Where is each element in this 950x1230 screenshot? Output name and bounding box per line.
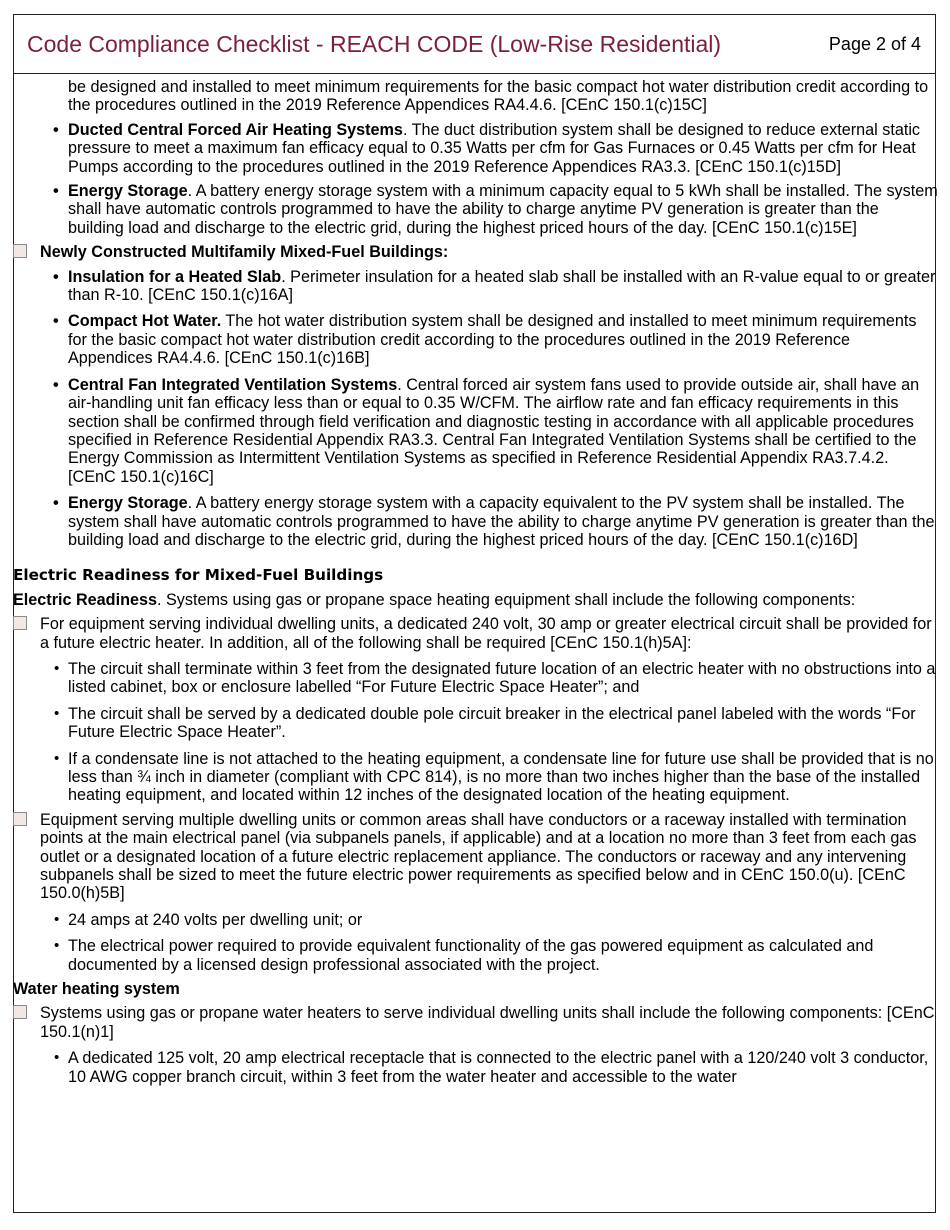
sub-bullet xyxy=(13,1049,938,1086)
checkbox-label: For equipment serving individual dwelling units, a dedicated 240 volt, 30 amp or greater electrical circuit shall be provided for a future electric heater. In addition, all of the following shall be required [CEnC 150.1(h)5A]: xyxy=(40,615,932,652)
checkbox[interactable] xyxy=(13,812,27,826)
bullet-dot: • xyxy=(53,494,59,513)
sub-bullet-text: A dedicated 125 volt, 20 amp electrical receptacle that is connected to the electric panel with a 120/240 volt 3 conductor, 10 AWG copper branch circuit, within 3 feet from the water heater and accessible to the water xyxy=(68,1049,929,1086)
checkbox-label: Equipment serving multiple dwelling units or common areas shall have conductors or a raceway installed with termination points at the main electrical panel (via subpanels panels, if applicable) and at a location no more than 3 feet from each gas outlet or a designated location of a future electric replacement appliance. The conductors or raceway and any intervening subpanels shall be sized to meet the future electric power requirements as specified below and in CEnC 150.0(u). [CEnC 150.0(h)5B] xyxy=(40,810,917,903)
bullet-dot: • xyxy=(54,1049,60,1067)
checkbox[interactable] xyxy=(13,244,27,258)
bullet-dot: • xyxy=(54,910,60,928)
intro-bold: Electric Readiness xyxy=(13,590,157,609)
page-number: Page 2 of 4 xyxy=(828,34,921,54)
checkbox[interactable] xyxy=(13,1005,27,1019)
checkbox-item-individual-units[interactable] xyxy=(13,615,938,652)
sub-bullet xyxy=(13,911,938,929)
checkbox-item-multiple-units[interactable] xyxy=(13,811,938,903)
sub-bullet xyxy=(13,660,938,697)
sub-bullet xyxy=(13,937,938,974)
section-heading-water-heating: Water heating system xyxy=(13,980,180,999)
checkbox-label: Systems using gas or propane water heaters to serve individual dwelling units shall include the following components: [CEnC 150.1(n)1] xyxy=(40,1004,935,1041)
continued-paragraph: be designed and installed to meet minimum requirements for the basic compact hot water distribution credit according to the procedures outlined in the 2019 Reference Appendices RA4.4.6. [CEnC 150.1(c)15C] xyxy=(68,78,929,115)
bullet-text: . Central forced air system fans used to provide outside air, shall have an air-handling unit fan efficacy less than or equal to 0.35 W/CFM. The airflow rate and fan efficacy requirements in this section shall be confirmed through field verification and diagnostic testing in accordance with all applicable procedures specified in Reference Residential Appendix RA3.3. Central Fan Integrated Ventilation Systems shall be certified to the Energy Commission as Intermittent Ventilation Systems as specified in Reference Residential Appendix RA3.7.4.2. [CEnC 150.1(c)16C] xyxy=(68,375,920,486)
sub-bullet-text: The circuit shall terminate within 3 feet from the designated future location of an electric heater with no obstructions into a listed cabinet, box or enclosure labelled “For Future Electric Space Heater”; and xyxy=(68,659,936,697)
sub-bullet-text: If a condensate line is not attached to the heating equipment, a condensate line for future use shall be provided that is no less than ¾ inch in diameter (compliant with CPC 814), is no more than two inches higher than the base of the installed heating equipment, and located within 12 inches of the designated location of the heating equipment. xyxy=(68,749,934,805)
bullet-title: Compact Hot Water. xyxy=(68,312,222,331)
bullet-energy-storage xyxy=(13,182,938,237)
bullet-title: Central Fan Integrated Ventilation Systems xyxy=(68,375,398,394)
bullet-dot: • xyxy=(53,312,59,331)
bullet-text: The hot water distribution system shall be designed and installed to meet minimum requirements for the basic compact hot water distribution credit according to the procedures outlined in the 2019 Reference Appendices RA4.4.6. [CEnC 150.1(c)16B] xyxy=(68,312,917,368)
bullet-title: Energy Storage xyxy=(68,494,188,513)
sub-bullet xyxy=(13,750,938,805)
bullet-compact-hot-water xyxy=(13,312,938,367)
bullet-title: Energy Storage xyxy=(68,182,188,201)
bullet-text: . Perimeter insulation for a heated slab shall be installed with an R-value equal to or greater than R-10. [CEnC 150.1(c)16A] xyxy=(68,267,936,305)
bullet-text: . The duct distribution system shall be designed to reduce external static pressure to meet a maximum fan efficacy equal to 0.35 Watts per cfm for Gas Furnaces or 0.45 Watts per cfm for Heat Pumps according to the procedures outlined in the 2019 Reference Appendices RA3.3. [CEnC 150.1(c)15D] xyxy=(68,120,921,176)
bullet-heated-slab xyxy=(13,268,938,305)
bullet-dot: • xyxy=(53,375,59,394)
section-heading-electric-readiness: Electric Readiness for Mixed-Fuel Buildings xyxy=(13,566,384,585)
document-title: Code Compliance Checklist - REACH CODE (Low-Rise Residential) xyxy=(27,31,722,57)
bullet-text: . A battery energy storage system with a capacity equivalent to the PV system shall be installed. The system shall have automatic controls programmed to have the ability to charge anytime PV generation is greater than the building load and discharge to the electric grid, during the highest priced hours of the day. [CEnC 150.1(c)16D] xyxy=(68,494,935,549)
bullet-dot: • xyxy=(53,120,59,139)
checkbox-item-water-heaters[interactable] xyxy=(13,1004,938,1041)
bullet-central-fan xyxy=(13,376,938,486)
sub-bullet xyxy=(13,705,938,742)
bullet-dot: • xyxy=(54,659,60,677)
bullet-title: Ducted Central Forced Air Heating Systems xyxy=(68,120,403,139)
bullet-dot: • xyxy=(54,937,60,955)
bullet-ducted-heating xyxy=(13,121,938,176)
sub-bullet-text: The electrical power required to provide equivalent functionality of the gas powered equipment as calculated and documented by a licensed design professional associated with the project. xyxy=(68,937,874,974)
sub-bullet-text: 24 amps at 240 volts per dwelling unit; or xyxy=(68,910,363,929)
intro-text: . Systems using gas or propane space heating equipment shall include the following components: xyxy=(156,590,856,609)
bullet-dot: • xyxy=(53,182,59,201)
page-header xyxy=(14,15,935,74)
checkbox[interactable] xyxy=(13,616,27,630)
bullet-dot: • xyxy=(54,749,60,767)
checkbox-label: Newly Constructed Multifamily Mixed-Fuel Buildings: xyxy=(40,243,449,262)
sub-bullet-text: The circuit shall be served by a dedicated double pole circuit breaker in the electrical panel labeled with the words “For Future Electric Space Heater”. xyxy=(68,704,916,742)
checkbox-item-multifamily[interactable] xyxy=(13,243,938,261)
bullet-title: Insulation for a Heated Slab xyxy=(68,267,282,286)
electric-readiness-intro xyxy=(13,591,938,609)
bullet-energy-storage-multifamily xyxy=(13,494,938,549)
bullet-text: . A battery energy storage system with a minimum capacity equal to 5 kWh shall be installed. The system shall have automatic controls programmed to have the ability to charge anytime PV generation is greater than the building load and discharge to the electric grid, during the highest priced hours of the day. [CEnC 150.1(c)15E] xyxy=(68,182,938,237)
bullet-dot: • xyxy=(53,267,59,286)
checklist-content xyxy=(13,78,938,1086)
bullet-dot: • xyxy=(54,704,60,722)
